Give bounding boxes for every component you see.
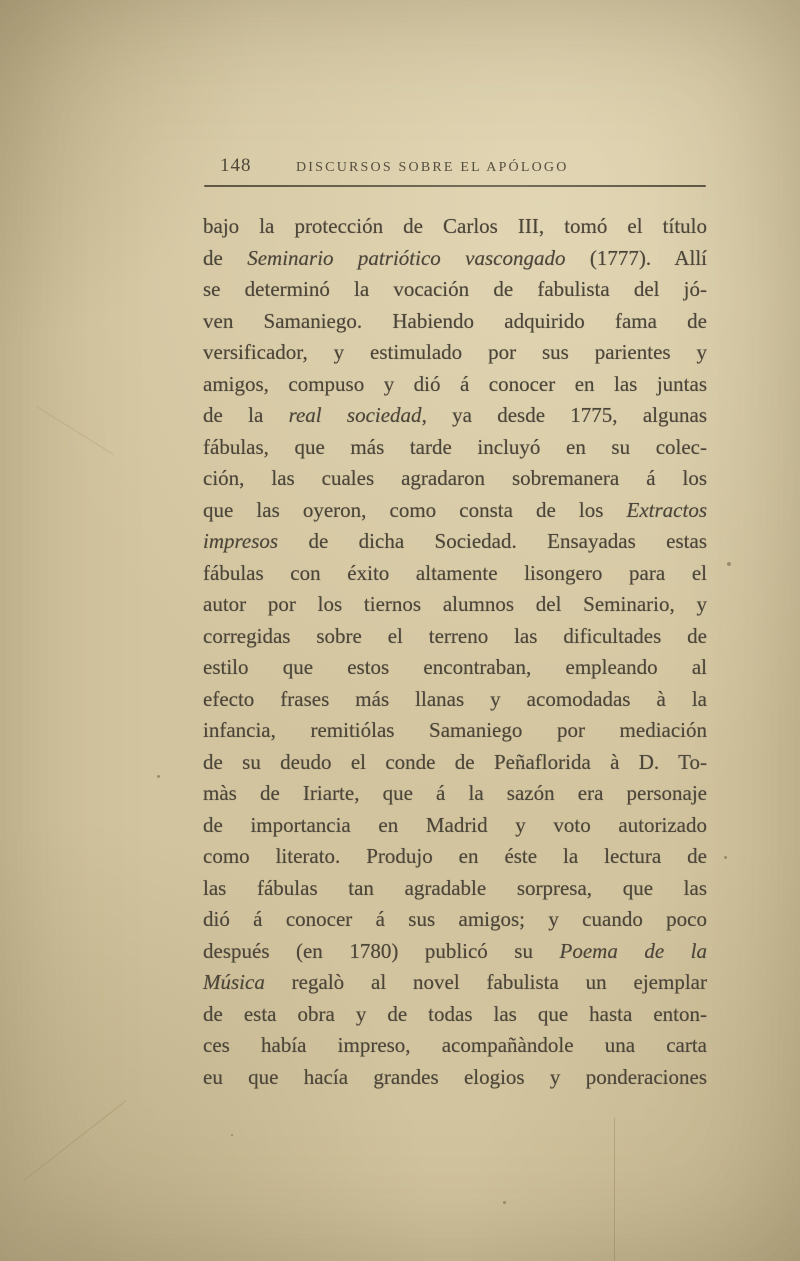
text-segment: eu que hacía grandes elogios y ponderaciones xyxy=(203,1064,707,1089)
text-line xyxy=(203,337,707,369)
text-segment: de esta obra y de todas las que hasta enton- xyxy=(203,1001,707,1026)
text-line xyxy=(203,558,707,590)
text-segment: regalò al novel fabulista un ejemplar xyxy=(264,970,707,994)
text-line xyxy=(203,967,707,999)
text-line xyxy=(203,715,707,747)
text-line xyxy=(203,684,707,716)
text-line xyxy=(203,936,707,968)
text-segment: (1777). Allí xyxy=(565,245,707,270)
text-segment: autor por los tiernos alumnos del Seminario, y xyxy=(203,592,707,616)
text-segment: fábulas, que más tarde incluyó en su colec- xyxy=(203,434,707,459)
text-segment: de la xyxy=(203,403,289,427)
header-rule xyxy=(204,185,706,187)
text-segment: ces había impreso, acompañàndole una carta xyxy=(203,1033,707,1057)
paper-speck xyxy=(231,1134,233,1136)
text-line xyxy=(203,1030,707,1062)
text-segment: como literato. Produjo en éste la lectura de xyxy=(203,844,707,868)
text-segment: las fábulas tan agradable sorpresa, que las xyxy=(203,875,707,900)
text-line xyxy=(203,810,707,842)
text-line xyxy=(203,306,707,338)
text-line xyxy=(203,463,707,495)
text-segment: de dicha Sociedad. Ensayadas estas xyxy=(278,529,707,553)
text-segment: de xyxy=(203,245,248,270)
text-segment: de su deudo el conde de Peñaflorida à D. To- xyxy=(203,749,707,774)
text-segment: versificador, y estimulado por sus parientes y xyxy=(203,340,707,364)
italic-text-segment: Música xyxy=(203,970,265,994)
text-line xyxy=(203,589,707,621)
text-segment: se determinó la vocación de fabulista del jó- xyxy=(203,277,707,301)
text-line xyxy=(203,526,707,558)
paper-speck xyxy=(727,562,731,566)
text-segment: màs de Iriarte, que á la sazón era personaje xyxy=(203,781,707,805)
text-line xyxy=(203,999,707,1031)
paper-speck xyxy=(503,1201,506,1204)
text-segment: de importancia en Madrid y voto autorizado xyxy=(203,812,707,837)
text-segment: bajo la protección de Carlos III, tomó el título xyxy=(203,214,707,238)
text-line xyxy=(203,904,707,936)
italic-text-segment: real sociedad xyxy=(288,403,422,427)
text-line xyxy=(203,243,707,275)
text-line xyxy=(203,652,707,684)
text-segment: ción, las cuales agradaron sobremanera á los xyxy=(203,466,707,490)
text-segment: infancia, remitiólas Samaniego por mediación xyxy=(203,718,707,742)
text-segment: que las oyeron, como consta de los xyxy=(203,497,627,522)
text-line xyxy=(203,747,707,779)
text-segment: corregidas sobre el terreno las dificultades de xyxy=(203,623,707,648)
paper-speck xyxy=(157,775,160,778)
text-segment: después (en 1780) publicó su xyxy=(203,938,560,963)
paper-speck xyxy=(724,856,727,859)
text-line xyxy=(203,1062,707,1094)
text-segment: efecto frases más llanas y acomodadas à la xyxy=(203,686,707,711)
paper-scratch xyxy=(37,406,114,455)
page-body-text xyxy=(203,211,707,1093)
text-line xyxy=(203,274,707,306)
text-line xyxy=(203,778,707,810)
text-segment: amigos, compuso y dió á conocer en las juntas xyxy=(203,371,707,396)
text-line xyxy=(203,873,707,905)
text-line xyxy=(203,400,707,432)
text-line xyxy=(203,211,707,243)
text-segment: fábulas con éxito altamente lisongero para el xyxy=(203,560,707,585)
italic-text-segment: Seminario patriótico vascongado xyxy=(247,245,566,270)
italic-text-segment: impresos xyxy=(203,529,279,553)
text-segment: dió á conocer á sus amigos; y cuando poco xyxy=(203,907,707,931)
text-line xyxy=(203,369,707,401)
text-line xyxy=(203,432,707,464)
italic-text-segment: Extractos xyxy=(626,497,707,522)
text-segment: estilo que estos encontraban, empleando al xyxy=(203,655,707,679)
text-line xyxy=(203,621,707,653)
text-segment: , ya desde 1775, algunas xyxy=(421,403,707,427)
running-title: DISCURSOS SOBRE EL APÓLOGO xyxy=(296,160,569,175)
paper-crease xyxy=(614,1118,615,1261)
italic-text-segment: Poema de la xyxy=(559,938,707,963)
text-segment: ven Samaniego. Habiendo adquirido fama de xyxy=(203,308,707,333)
text-line xyxy=(203,495,707,527)
page-number: 148 xyxy=(220,155,252,176)
text-line xyxy=(203,841,707,873)
paper-scratch xyxy=(23,1100,126,1181)
